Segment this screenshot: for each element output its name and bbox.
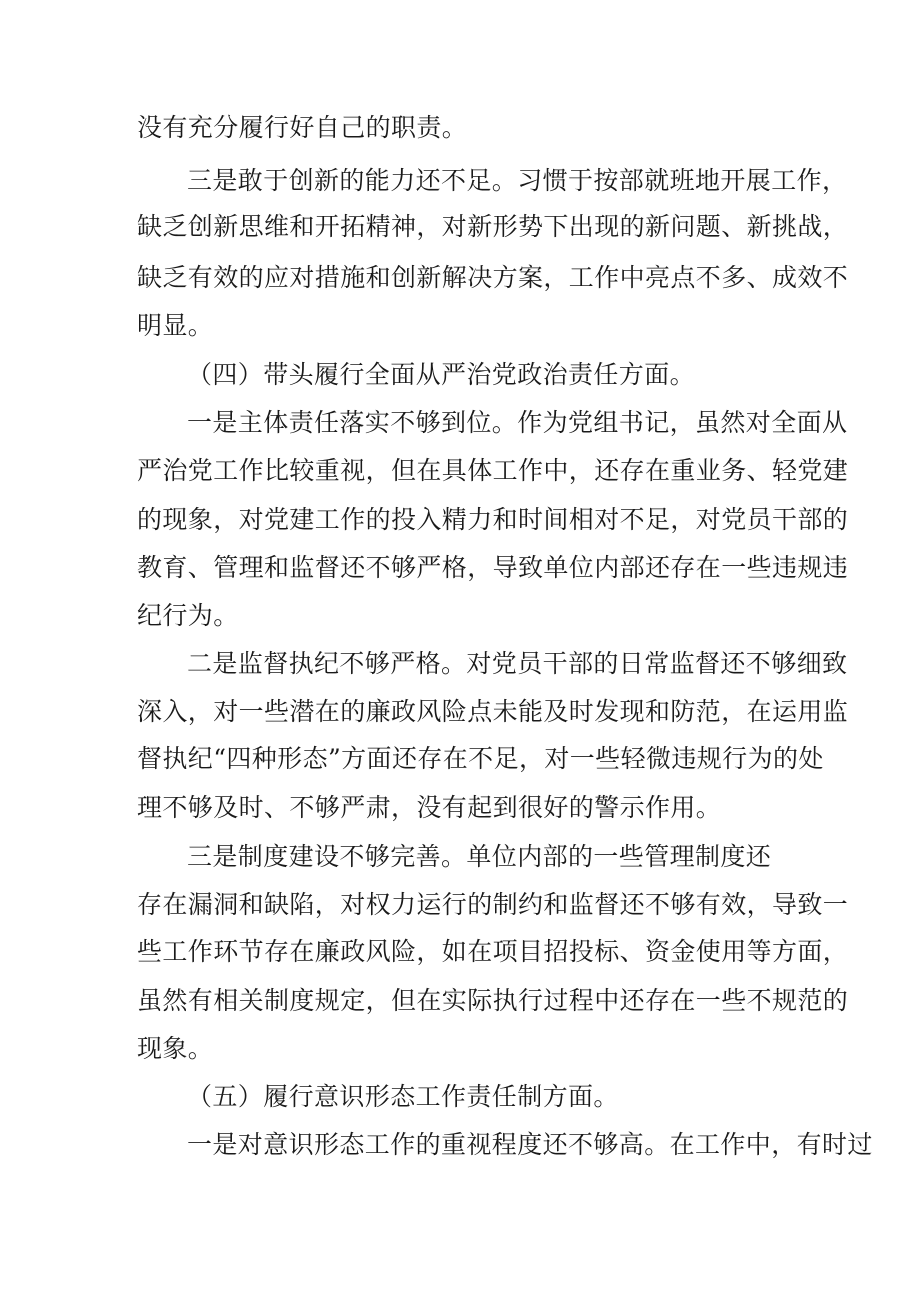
- paragraph-line: 督执纪“四种形态”方面还存在不足，对一些轻微违规行为的处: [137, 744, 824, 773]
- paragraph-line: 一是对意识形态工作的重视程度还不够高。在工作中，有时过: [187, 1130, 873, 1159]
- paragraph-line: 缺乏有效的应对措施和创新解决方案，工作中亮点不多、成效不: [137, 263, 849, 292]
- paragraph-line: 理不够及时、不够严肃，没有起到很好的警示作用。: [137, 793, 722, 822]
- paragraph-line: 教育、管理和监督还不够严格，导致单位内部还存在一些违规违: [137, 553, 849, 582]
- paragraph-line: 一是主体责任落实不够到位。作为党组书记，虽然对全面从: [187, 408, 848, 437]
- paragraph-line: 明显。: [137, 311, 214, 340]
- paragraph-line: 纪行为。: [137, 601, 239, 630]
- paragraph-line: 些工作环节存在廉政风险，如在项目招投标、资金使用等方面，: [137, 937, 849, 966]
- paragraph-line: 缺乏创新思维和开拓精神，对新形势下出现的新问题、新挑战，: [137, 212, 849, 241]
- paragraph-line: 二是监督执纪不够严格。对党员干部的日常监督还不够细致: [187, 649, 848, 678]
- paragraph-line: 现象。: [137, 1034, 214, 1063]
- paragraph-line: 虽然有相关制度规定，但在实际执行过程中还存在一些不规范的: [137, 986, 849, 1015]
- paragraph-line: 严治党工作比较重视，但在具体工作中，还存在重业务、轻党建: [137, 456, 849, 485]
- paragraph-line: 的现象，对党建工作的投入精力和时间相对不足，对党员干部的: [137, 505, 849, 534]
- section-heading: （五）履行意识形态工作责任制方面。: [187, 1082, 619, 1111]
- paragraph-line: 深入，对一些潜在的廉政风险点未能及时发现和防范，在运用监: [137, 697, 849, 726]
- section-heading: （四）带头履行全面从严治党政治责任方面。: [187, 360, 696, 389]
- paragraph-line: 存在漏洞和缺陷，对权力运行的制约和监督还不够有效，导致一: [137, 890, 849, 919]
- paragraph-line: 没有充分履行好自己的职责。: [137, 113, 468, 142]
- paragraph-line: 三是制度建设不够完善。单位内部的一些管理制度还: [187, 842, 772, 871]
- paragraph-line: 三是敢于创新的能力还不足。习惯于按部就班地开展工作，: [187, 166, 848, 195]
